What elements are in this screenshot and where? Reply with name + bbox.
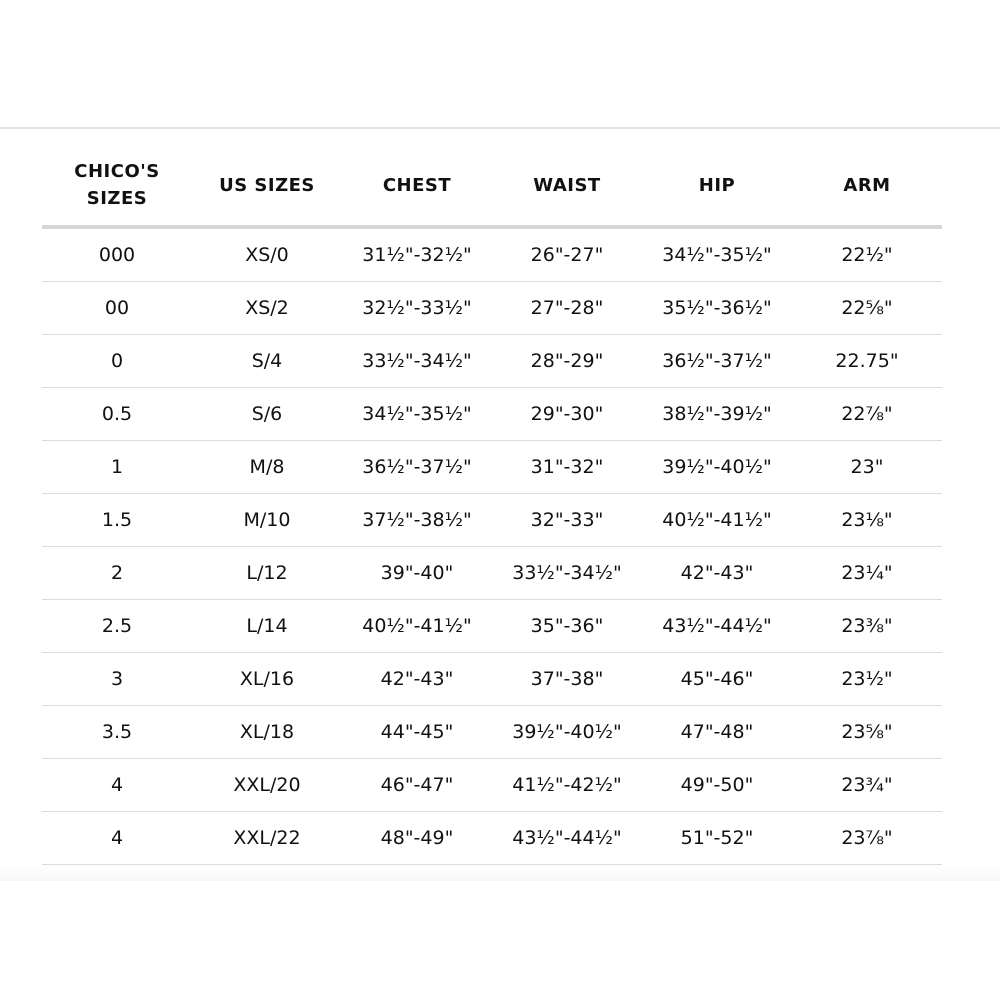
cell-hip: 38½"-39½" — [642, 388, 792, 441]
header-line: US SIZES — [219, 174, 315, 196]
cell-hip: 43½"-44½" — [642, 600, 792, 653]
header-hip — [642, 145, 792, 227]
cell-chest: 32½"-33½" — [342, 282, 492, 335]
cell-waist: 33½"-34½" — [492, 547, 642, 600]
cell-arm: 23⅞" — [792, 812, 942, 865]
cell-waist: 29"-30" — [492, 388, 642, 441]
size-chart-body — [42, 227, 942, 865]
cell-us-size: XL/18 — [192, 706, 342, 759]
cell-arm: 22.75" — [792, 335, 942, 388]
cell-us-size: XS/2 — [192, 282, 342, 335]
header-us-sizes — [192, 145, 342, 227]
table-row — [42, 547, 942, 600]
cell-hip: 34½"-35½" — [642, 227, 792, 282]
header-line: HIP — [698, 174, 736, 196]
cell-waist: 35"-36" — [492, 600, 642, 653]
cell-waist: 27"-28" — [492, 282, 642, 335]
table-row — [42, 227, 942, 282]
table-row — [42, 812, 942, 865]
header-chicos-sizes — [42, 145, 192, 227]
cell-hip: 47"-48" — [642, 706, 792, 759]
cell-waist: 39½"-40½" — [492, 706, 642, 759]
cell-chest: 42"-43" — [342, 653, 492, 706]
cell-chicos-size: 000 — [42, 227, 192, 282]
cell-chicos-size: 2.5 — [42, 600, 192, 653]
table-row — [42, 282, 942, 335]
cell-arm: 22⅞" — [792, 388, 942, 441]
cell-chest: 44"-45" — [342, 706, 492, 759]
table-row — [42, 494, 942, 547]
cell-chicos-size: 1.5 — [42, 494, 192, 547]
table-row — [42, 441, 942, 494]
cell-waist: 32"-33" — [492, 494, 642, 547]
cell-chicos-size: 4 — [42, 759, 192, 812]
cell-us-size: XXL/20 — [192, 759, 342, 812]
top-divider — [0, 127, 1000, 129]
header-chest — [342, 145, 492, 227]
header-row — [42, 145, 942, 227]
cell-us-size: S/4 — [192, 335, 342, 388]
cell-waist: 31"-32" — [492, 441, 642, 494]
cell-arm: 23⅜" — [792, 600, 942, 653]
bottom-edge — [0, 865, 1000, 881]
cell-hip: 40½"-41½" — [642, 494, 792, 547]
cell-chicos-size: 1 — [42, 441, 192, 494]
cell-arm: 23⅛" — [792, 494, 942, 547]
cell-chest: 48"-49" — [342, 812, 492, 865]
cell-chest: 37½"-38½" — [342, 494, 492, 547]
cell-chicos-size: 0.5 — [42, 388, 192, 441]
cell-hip: 39½"-40½" — [642, 441, 792, 494]
cell-hip: 45"-46" — [642, 653, 792, 706]
header-line: SIZES — [86, 188, 148, 209]
cell-waist: 28"-29" — [492, 335, 642, 388]
table-row — [42, 653, 942, 706]
cell-us-size: XXL/22 — [192, 812, 342, 865]
size-chart-table — [42, 145, 942, 865]
cell-arm: 23¼" — [792, 547, 942, 600]
cell-chest: 39"-40" — [342, 547, 492, 600]
cell-chicos-size: 3 — [42, 653, 192, 706]
table-row — [42, 388, 942, 441]
cell-chicos-size: 4 — [42, 812, 192, 865]
cell-arm: 22½" — [792, 227, 942, 282]
cell-hip: 49"-50" — [642, 759, 792, 812]
table-row — [42, 600, 942, 653]
header-line: CHICO'S — [74, 161, 160, 182]
table-row — [42, 759, 942, 812]
header-waist — [492, 145, 642, 227]
cell-us-size: S/6 — [192, 388, 342, 441]
cell-arm: 23" — [792, 441, 942, 494]
cell-waist: 37"-38" — [492, 653, 642, 706]
cell-us-size: M/8 — [192, 441, 342, 494]
table-row — [42, 706, 942, 759]
header-line: WAIST — [533, 174, 601, 196]
cell-hip: 51"-52" — [642, 812, 792, 865]
cell-arm: 23¾" — [792, 759, 942, 812]
cell-chest: 46"-47" — [342, 759, 492, 812]
cell-waist: 26"-27" — [492, 227, 642, 282]
cell-arm: 22⅝" — [792, 282, 942, 335]
cell-chicos-size: 0 — [42, 335, 192, 388]
cell-arm: 23½" — [792, 653, 942, 706]
table-row — [42, 335, 942, 388]
cell-waist: 43½"-44½" — [492, 812, 642, 865]
cell-chest: 31½"-32½" — [342, 227, 492, 282]
cell-us-size: L/12 — [192, 547, 342, 600]
header-arm — [792, 145, 942, 227]
cell-chicos-size: 2 — [42, 547, 192, 600]
cell-hip: 35½"-36½" — [642, 282, 792, 335]
cell-waist: 41½"-42½" — [492, 759, 642, 812]
cell-chicos-size: 00 — [42, 282, 192, 335]
cell-us-size: M/10 — [192, 494, 342, 547]
header-line: CHEST — [382, 174, 452, 196]
cell-chest: 36½"-37½" — [342, 441, 492, 494]
cell-chest: 40½"-41½" — [342, 600, 492, 653]
cell-chicos-size: 3.5 — [42, 706, 192, 759]
cell-hip: 36½"-37½" — [642, 335, 792, 388]
cell-arm: 23⅝" — [792, 706, 942, 759]
cell-us-size: XS/0 — [192, 227, 342, 282]
cell-chest: 34½"-35½" — [342, 388, 492, 441]
cell-us-size: L/14 — [192, 600, 342, 653]
header-line: ARM — [843, 174, 891, 196]
cell-chest: 33½"-34½" — [342, 335, 492, 388]
cell-us-size: XL/16 — [192, 653, 342, 706]
cell-hip: 42"-43" — [642, 547, 792, 600]
